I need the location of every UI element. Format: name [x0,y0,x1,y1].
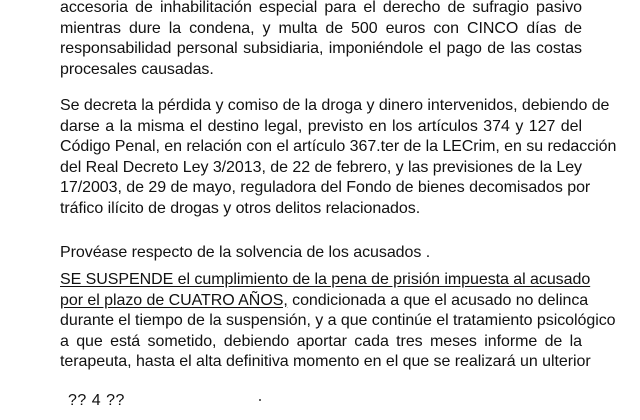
text-line: Se decreta la pérdida y comiso de la droga y dinero intervenidos, debiendo de [60,97,610,114]
text-line: mientras dure la condena, y multa de 500 euros con CINCO días de [60,19,582,37]
text-line: 17/2003, de 29 de mayo, reguladora del Fondo de bienes decomisados por [60,179,591,196]
text-segment: condicionada a que el acusado no delinca [287,291,589,309]
text-line: durante el tiempo de la suspensión, y a que continúe el tratamiento psicológico [60,312,616,329]
underlined-text-line: SE SUSPENDE el cumplimiento de la pena de prisión impuesta al acusado [60,271,591,288]
text-line: Provéase respecto de la solvencia de los acusados . [60,244,431,261]
text-line: Código Penal, en relación con el artículo 367.ter de la LECrim, en su redacción [60,138,617,155]
underlined-text: por el plazo de CUATRO AÑOS, [60,291,288,309]
text-line: del Real Decreto Ley 3/2013, de 22 de febrero, y las previsiones de la Ley [60,158,582,176]
paragraph-confiscation [60,96,617,219]
text-line: accesoria de inhabilitación especial para el derecho de sufragio pasivo [60,0,582,16]
text-line: procesales causadas. [60,60,214,78]
text-line: a que está sometido, debiendo aportar cada tres meses informe de la [60,332,582,350]
paragraph-solvency [60,243,582,264]
scan-speck [259,399,261,401]
text-line: darse a la misma el destino legal, previsto en los artículos 374 y 127 del [60,117,582,135]
text-line: responsabilidad personal subsidiaria, imponiéndole el pago de las costas [60,40,582,57]
page-number: ?? 4 ?? [68,392,125,409]
text-line: terapeuta, hasta el alta definitiva momento en el que se realizará un ulterior [60,353,591,370]
paragraph-sentence-penalty [60,0,582,80]
paragraph-suspension [60,270,616,373]
text-line: tráfico ilícito de drogas y otros delitos relacionados. [60,199,421,217]
text-line [60,291,589,312]
